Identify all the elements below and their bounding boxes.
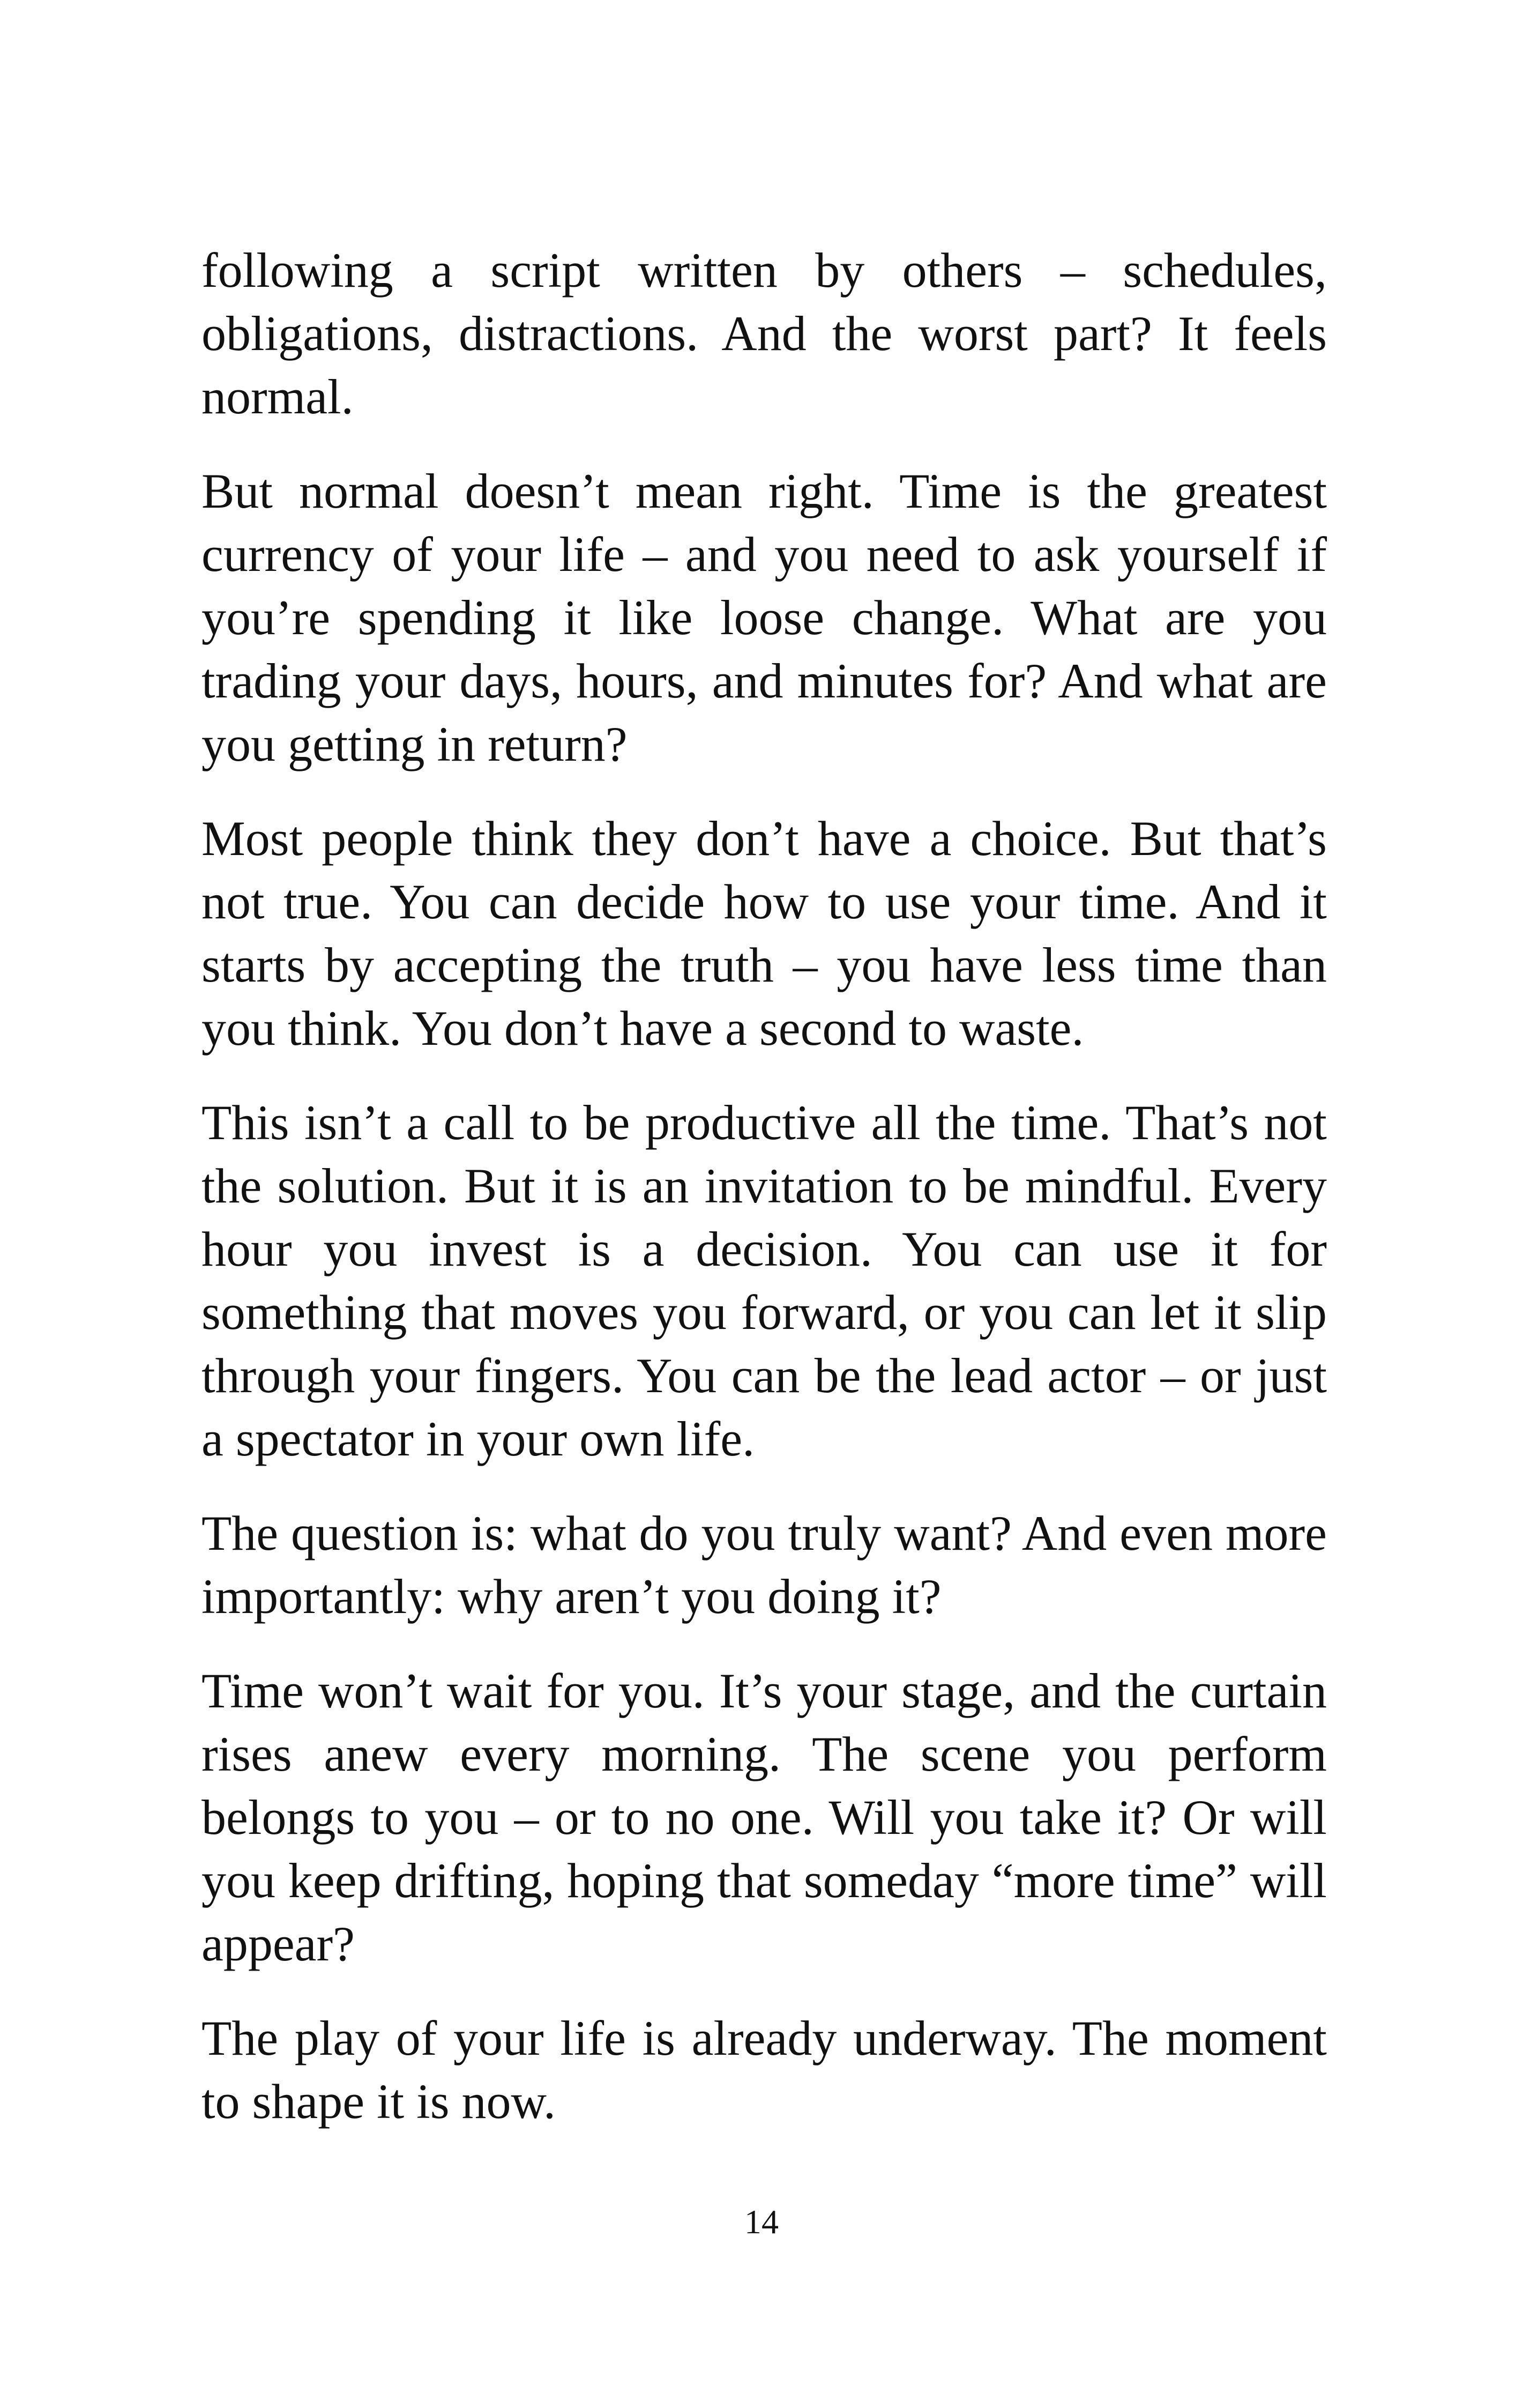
paragraph: But normal doesn’t mean right. Time is the greatest currency of your life – and you need to ask yourself if you’re spending it like loose change. What are you trading your days, hours, and minutes for? And what are you getting in return?	[201, 464, 1327, 771]
page-number: 14	[744, 2203, 779, 2241]
paragraph: The question is: what do you truly want? And even more importantly: why aren’t you doing it?	[201, 1506, 1327, 1624]
paragraph: This isn’t a call to be productive all the time. That’s not the solution. But it is an invitation to be mindful. Every hour you invest is a decision. You can use it for something that moves you forward, or you can let it slip through your fingers. You can be the lead actor – or just a spectator in your own life.	[201, 1095, 1327, 1466]
body-text	[201, 239, 1327, 2164]
paragraph: following a script written by others – schedules, obligations, distractions. And the worst part? It feels normal.	[201, 243, 1327, 424]
paragraph: The play of your life is already underway. The moment to shape it is now.	[201, 2011, 1327, 2129]
paragraph: Time won’t wait for you. It’s your stage, and the curtain rises anew every morning. The scene you perform belongs to you – or to no one. Will you take it? Or will you keep drifting, hoping that someday “more time” will appear?	[201, 1663, 1327, 1971]
paragraph: Most people think they don’t have a choice. But that’s not true. You can decide how to use your time. And it starts by accepting the truth – you have less time than you think. You don’t have a second to waste.	[201, 811, 1327, 1056]
